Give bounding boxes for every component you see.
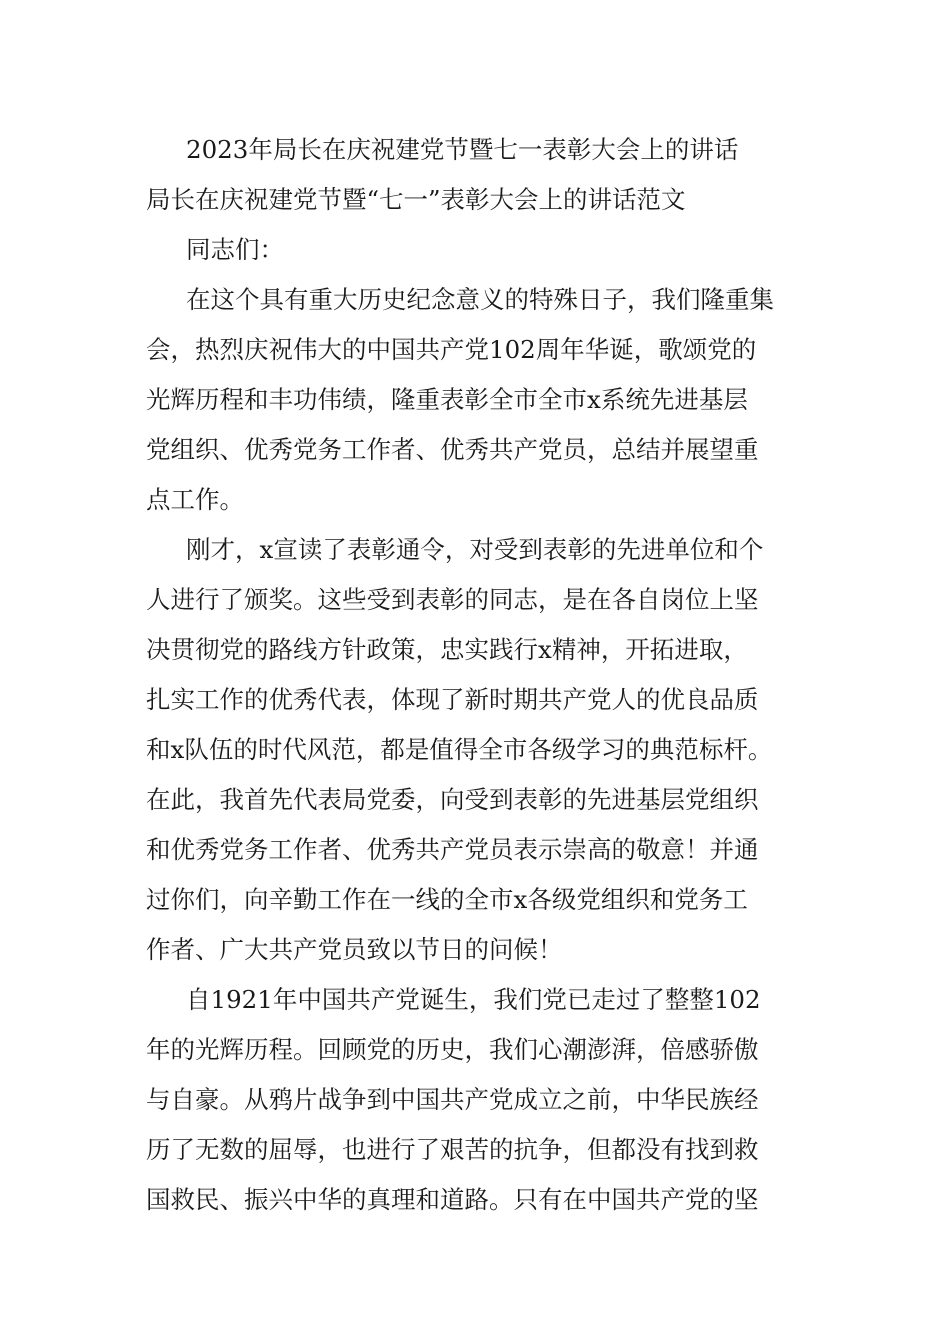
paragraph-line: 光辉历程和丰功伟绩，隆重表彰全市全市x系统先进基层 xyxy=(146,385,748,414)
paragraph-line: 和优秀党务工作者、优秀共产党员表示崇高的敬意！并通 xyxy=(146,835,759,864)
document-title: 2023年局长在庆祝建党节暨七一表彰大会上的讲话 xyxy=(186,135,739,164)
salutation: 同志们： xyxy=(186,235,284,264)
paragraph-line: 自1921年中国共产党诞生，我们党已走过了整整102 xyxy=(186,985,761,1014)
paragraph-line: 党组织、优秀党务工作者、优秀共产党员，总结并展望重 xyxy=(146,435,759,464)
paragraph-line: 过你们，向辛勤工作在一线的全市x各级党组织和党务工 xyxy=(146,885,748,914)
paragraph-line: 在这个具有重大历史纪念意义的特殊日子，我们隆重集 xyxy=(186,285,774,314)
paragraph-line: 年的光辉历程。回顾党的历史，我们心潮澎湃，倍感骄傲 xyxy=(146,1035,759,1064)
paragraph-line: 和x队伍的时代风范，都是值得全市各级学习的典范标杆。 xyxy=(146,735,773,764)
paragraph-line: 刚才，x宣读了表彰通令，对受到表彰的先进单位和个 xyxy=(186,535,764,564)
paragraph-line: 历了无数的屈辱，也进行了艰苦的抗争，但都没有找到救 xyxy=(146,1135,759,1164)
paragraph-line: 国救民、振兴中华的真理和道路。只有在中国共产党的坚 xyxy=(146,1185,759,1214)
paragraph-line: 人进行了颁奖。这些受到表彰的同志，是在各自岗位上坚 xyxy=(146,585,759,614)
paragraph-line: 与自豪。从鸦片战争到中国共产党成立之前，中华民族经 xyxy=(146,1085,759,1114)
paragraph-line: 会，热烈庆祝伟大的中国共产党102周年华诞，歌颂党的 xyxy=(146,335,757,364)
paragraph-line: 扎实工作的优秀代表，体现了新时期共产党人的优良品质 xyxy=(146,685,759,714)
paragraph-line: 在此，我首先代表局党委，向受到表彰的先进基层党组织 xyxy=(146,785,759,814)
paragraph-line: 作者、广大共产党员致以节日的问候！ xyxy=(146,935,563,964)
paragraph-line: 决贯彻党的路线方针政策，忠实践行x精神，开拓进取， xyxy=(146,635,748,664)
paragraph-line: 点工作。 xyxy=(146,485,244,514)
document-subtitle: 局长在庆祝建党节暨“七一”表彰大会上的讲话范文 xyxy=(146,185,686,214)
